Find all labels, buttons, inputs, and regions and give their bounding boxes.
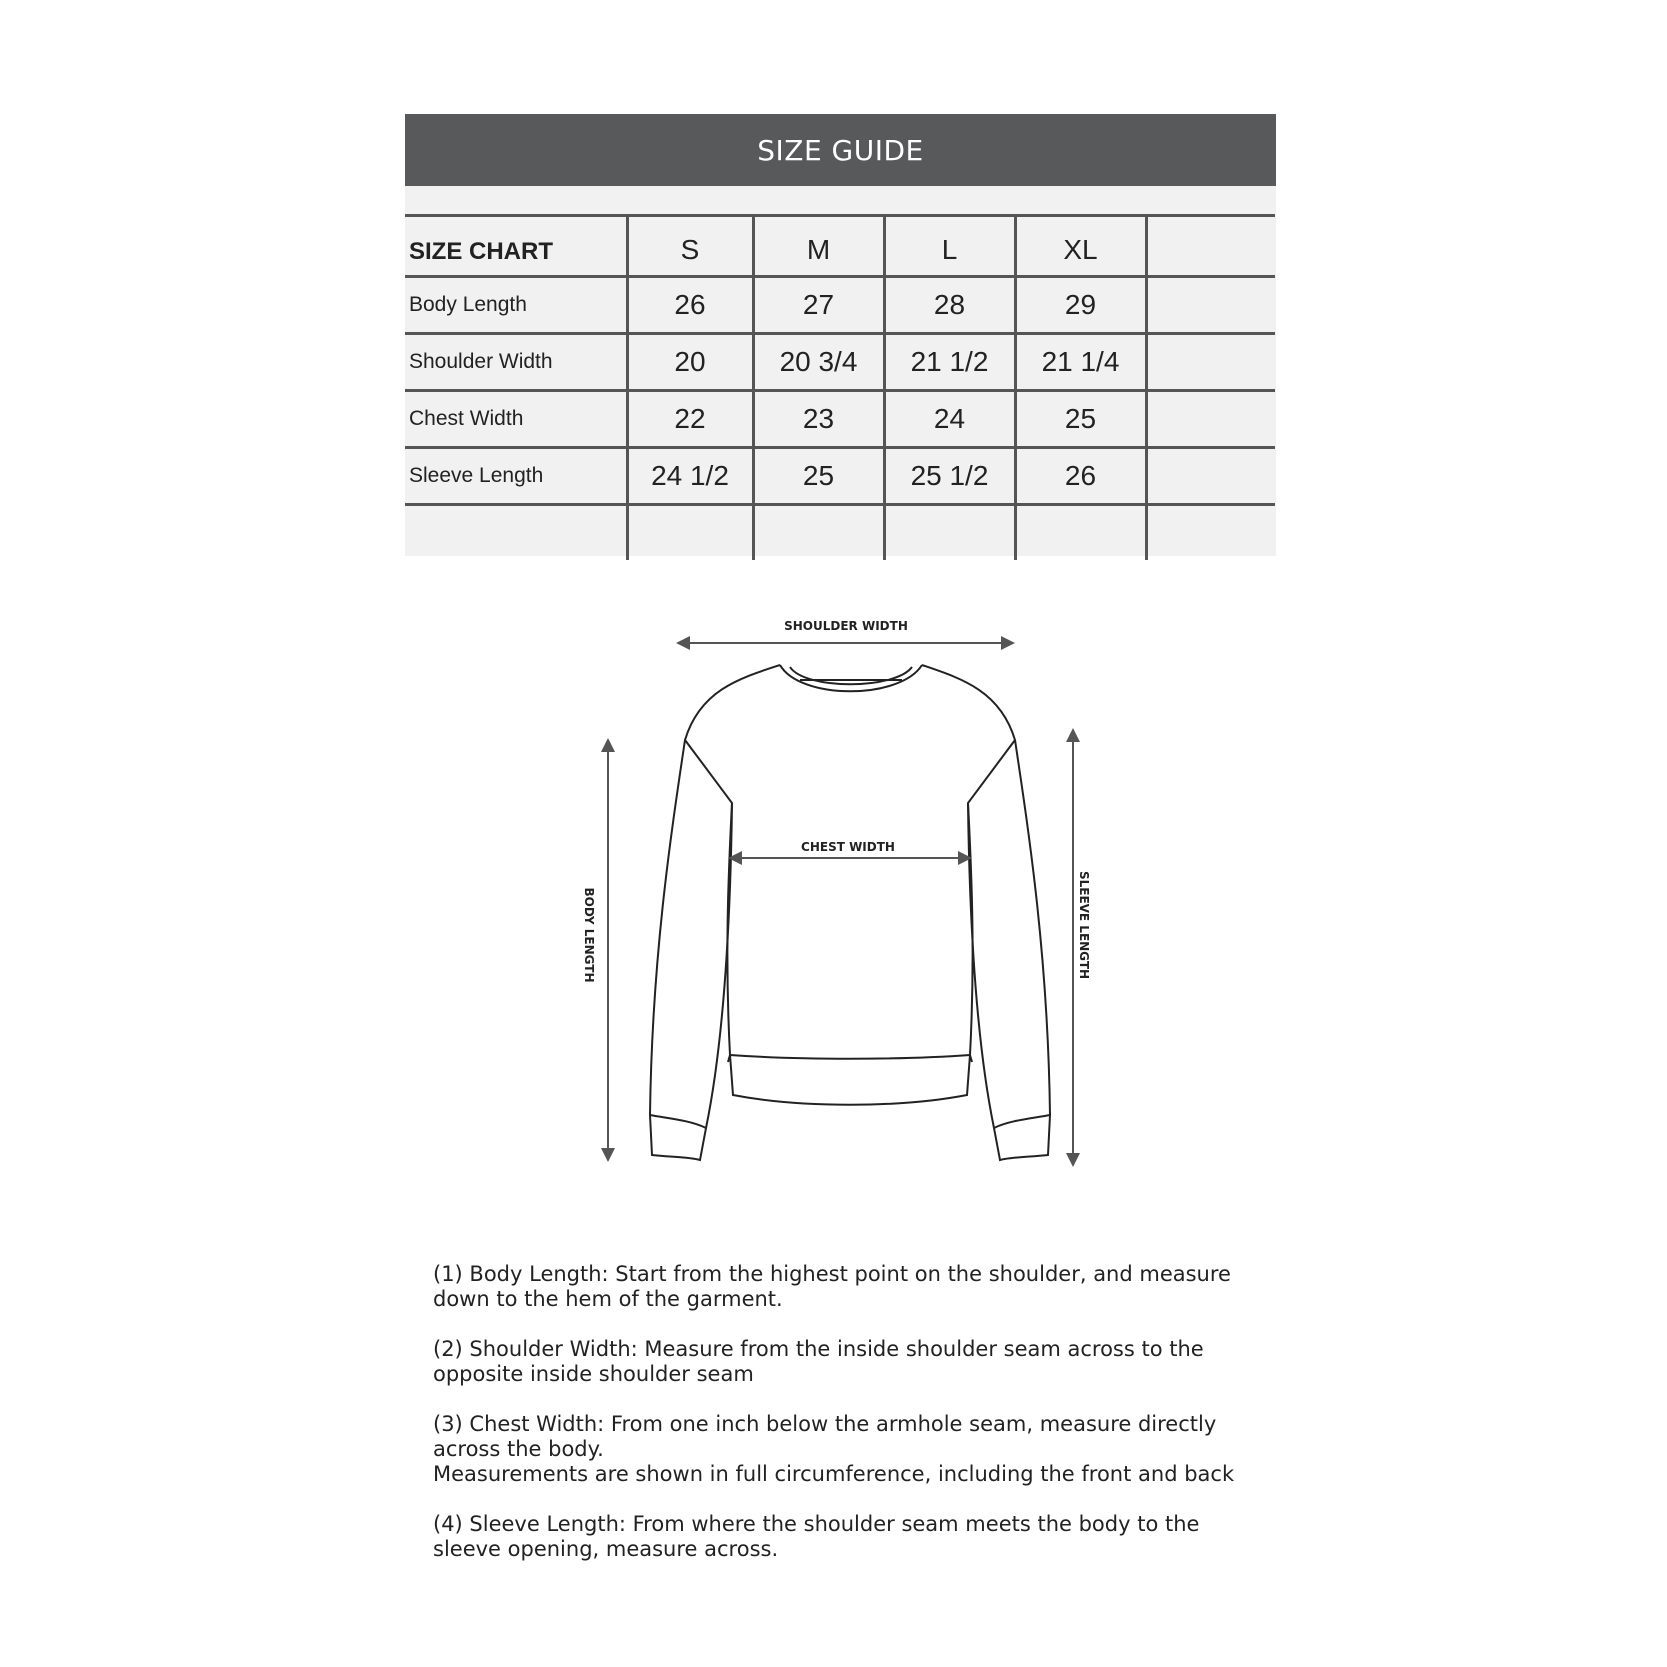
table-cell	[1146, 334, 1275, 391]
sweatshirt-outline	[650, 665, 780, 1115]
body-length-label: BODY LENGTH	[582, 887, 596, 983]
chest-width-label: CHEST WIDTH	[801, 840, 895, 854]
instruction-shoulder-width: (2) Shoulder Width: Measure from the inside shoulder seam across to the opposite inside shoulder seam	[433, 1337, 1204, 1386]
table-cell: 26	[1015, 448, 1146, 505]
table-cell: 27	[753, 277, 884, 334]
shoulder-width-label: SHOULDER WIDTH	[784, 619, 908, 633]
size-header-empty	[1146, 216, 1275, 277]
table-row	[405, 277, 1275, 334]
table-cell: 25 1/2	[884, 448, 1015, 505]
table-row	[405, 448, 1275, 505]
table-cell: 26	[627, 277, 753, 334]
table-cell: 25	[753, 448, 884, 505]
table-cell: 24	[884, 391, 1015, 448]
table-cell	[1146, 277, 1275, 334]
instruction-chest-width: (3) Chest Width: From one inch below the armhole seam, measure directly across the body. Measurements are shown in full circumference, including the front and back	[433, 1412, 1235, 1486]
size-header-xl: XL	[1015, 216, 1146, 277]
sleeve-length-label: SLEEVE LENGTH	[1077, 870, 1091, 980]
row-label-sleeve-length: Sleeve Length	[405, 448, 627, 505]
table-cell	[627, 505, 753, 561]
sweatshirt-diagram	[560, 615, 1100, 1175]
row-label-shoulder-width: Shoulder Width	[405, 334, 627, 391]
table-header-row	[405, 216, 1275, 277]
table-cell	[1146, 448, 1275, 505]
table-cell: 25	[1015, 391, 1146, 448]
size-guide-header	[405, 114, 1276, 186]
table-cell: 22	[627, 391, 753, 448]
table-row	[405, 391, 1275, 448]
row-label-chest-width: Chest Width	[405, 391, 627, 448]
table-cell	[884, 505, 1015, 561]
table-cell: 21 1/4	[1015, 334, 1146, 391]
row-label-body-length: Body Length	[405, 277, 627, 334]
page-title: SIZE GUIDE	[757, 133, 924, 167]
table-row	[405, 334, 1275, 391]
size-header-l: L	[884, 216, 1015, 277]
table-cell	[1146, 391, 1275, 448]
table-cell	[1015, 505, 1146, 561]
table-cell: 20 3/4	[753, 334, 884, 391]
table-cell	[1146, 505, 1275, 561]
size-header-s: S	[627, 216, 753, 277]
instruction-sleeve-length: (4) Sleeve Length: From where the shoulder seam meets the body to the sleeve opening, measure across.	[433, 1512, 1200, 1561]
size-chart-label: SIZE CHART	[405, 216, 627, 277]
measurement-instructions	[433, 1262, 1253, 1587]
table-cell: 29	[1015, 277, 1146, 334]
table-cell: 21 1/2	[884, 334, 1015, 391]
size-chart-table	[405, 214, 1275, 560]
table-row	[405, 505, 1275, 561]
table-cell	[753, 505, 884, 561]
instruction-body-length: (1) Body Length: Start from the highest point on the shoulder, and measure down to the hem of the garment.	[433, 1262, 1231, 1311]
size-header-m: M	[753, 216, 884, 277]
table-cell: 23	[753, 391, 884, 448]
table-cell: 28	[884, 277, 1015, 334]
table-cell: 24 1/2	[627, 448, 753, 505]
table-cell: 20	[627, 334, 753, 391]
row-label-empty	[405, 505, 627, 561]
